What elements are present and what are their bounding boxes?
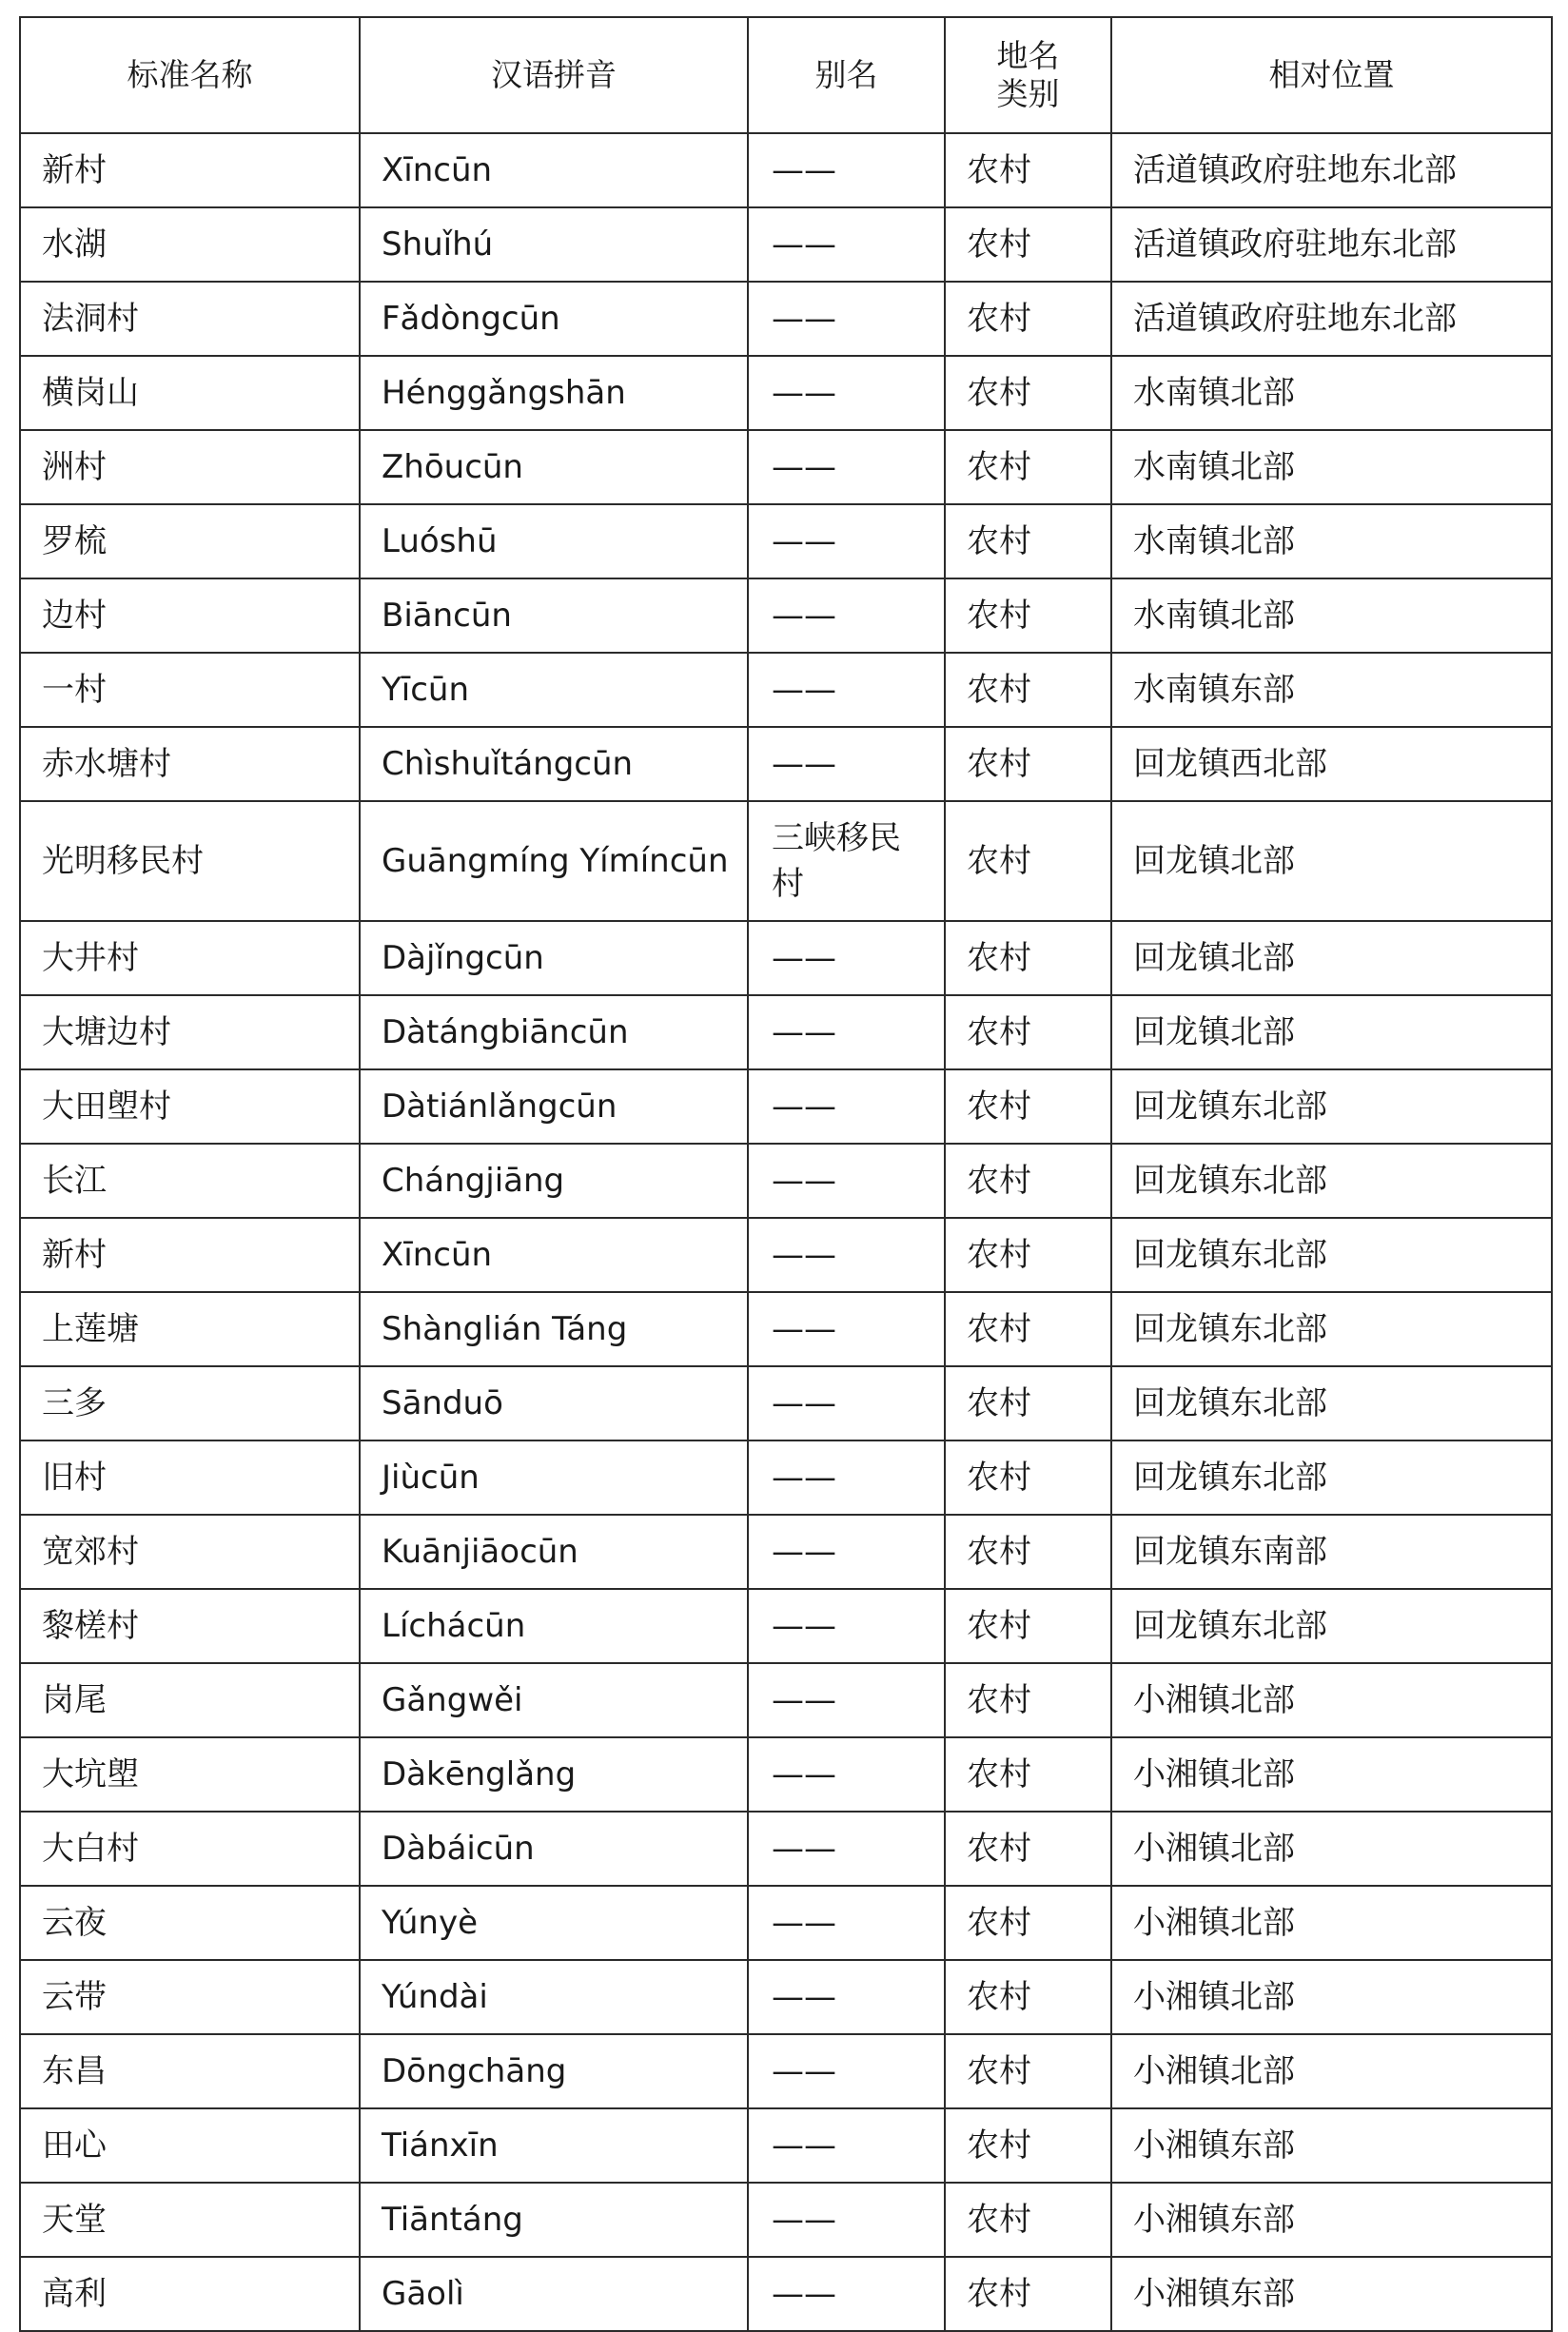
header-standard-name: 标准名称 [20,17,360,133]
cell-standard-name: 边村 [20,578,360,653]
cell-category: 农村 [945,578,1111,653]
cell-alias: —— [748,1737,945,1812]
cell-pinyin: Xīncūn [360,1218,748,1292]
cell-category: 农村 [945,1960,1111,2034]
table-row [20,653,1552,727]
cell-pinyin: Dàtángbiāncūn [360,995,748,1069]
cell-alias: —— [748,207,945,282]
cell-alias: 三峡移民村 [748,801,945,921]
table-row [20,1366,1552,1440]
cell-standard-name: 云带 [20,1960,360,2034]
table-row [20,1292,1552,1366]
cell-alias: —— [748,995,945,1069]
cell-relative-location: 回龙镇北部 [1111,921,1552,995]
cell-category: 农村 [945,995,1111,1069]
table-row [20,207,1552,282]
cell-pinyin: Guāngmíng Yímíncūn [360,801,748,921]
cell-alias: —— [748,1886,945,1960]
cell-pinyin: Chángjiāng [360,1144,748,1218]
cell-standard-name: 云夜 [20,1886,360,1960]
cell-alias: —— [748,282,945,356]
cell-relative-location: 回龙镇东北部 [1111,1366,1552,1440]
table-row [20,578,1552,653]
cell-category: 农村 [945,504,1111,578]
table-row [20,1812,1552,1886]
cell-alias: —— [748,430,945,504]
cell-category: 农村 [945,1886,1111,1960]
cell-standard-name: 黎槎村 [20,1589,360,1663]
cell-pinyin: Tiāntáng [360,2183,748,2257]
cell-pinyin: Líchácūn [360,1589,748,1663]
cell-standard-name: 水湖 [20,207,360,282]
cell-pinyin: Yúnyè [360,1886,748,1960]
cell-alias: —— [748,921,945,995]
cell-alias: —— [748,2108,945,2183]
table-row [20,995,1552,1069]
table-row [20,1515,1552,1589]
cell-standard-name: 高利 [20,2257,360,2331]
cell-standard-name: 大田塱村 [20,1069,360,1144]
cell-pinyin: Dàtiánlǎngcūn [360,1069,748,1144]
cell-relative-location: 水南镇北部 [1111,504,1552,578]
table-row [20,801,1552,921]
cell-category: 农村 [945,430,1111,504]
cell-relative-location: 回龙镇东北部 [1111,1069,1552,1144]
cell-alias: —— [748,1292,945,1366]
table-row [20,727,1552,801]
cell-relative-location: 小湘镇北部 [1111,1960,1552,2034]
table-row [20,921,1552,995]
cell-alias: —— [748,1812,945,1886]
header-pinyin: 汉语拼音 [360,17,748,133]
cell-alias: —— [748,504,945,578]
table-row [20,2257,1552,2331]
table-row [20,133,1552,207]
cell-standard-name: 大坑塱 [20,1737,360,1812]
cell-alias: —— [748,1366,945,1440]
cell-relative-location: 水南镇北部 [1111,430,1552,504]
cell-category: 农村 [945,801,1111,921]
header-alias: 别名 [748,17,945,133]
cell-standard-name: 东昌 [20,2034,360,2108]
cell-relative-location: 活道镇政府驻地东北部 [1111,133,1552,207]
cell-category: 农村 [945,1069,1111,1144]
cell-relative-location: 小湘镇东部 [1111,2257,1552,2331]
cell-standard-name: 上莲塘 [20,1292,360,1366]
cell-pinyin: Sānduō [360,1366,748,1440]
cell-alias: —— [748,1515,945,1589]
cell-pinyin: Dàjǐngcūn [360,921,748,995]
place-name-table [19,16,1553,2332]
table-row [20,356,1552,430]
cell-standard-name: 大塘边村 [20,995,360,1069]
cell-category: 农村 [945,1515,1111,1589]
table-row [20,1886,1552,1960]
cell-category: 农村 [945,1589,1111,1663]
cell-category: 农村 [945,1218,1111,1292]
cell-category: 农村 [945,1440,1111,1515]
cell-alias: —— [748,1144,945,1218]
cell-category: 农村 [945,207,1111,282]
cell-category: 农村 [945,2183,1111,2257]
cell-standard-name: 罗梳 [20,504,360,578]
table-row [20,504,1552,578]
cell-alias: —— [748,578,945,653]
cell-relative-location: 水南镇北部 [1111,356,1552,430]
cell-standard-name: 大井村 [20,921,360,995]
cell-relative-location: 回龙镇西北部 [1111,727,1552,801]
cell-pinyin: Kuānjiāocūn [360,1515,748,1589]
cell-standard-name: 田心 [20,2108,360,2183]
cell-relative-location: 小湘镇北部 [1111,1737,1552,1812]
cell-standard-name: 三多 [20,1366,360,1440]
cell-relative-location: 小湘镇北部 [1111,1812,1552,1886]
cell-category: 农村 [945,356,1111,430]
cell-relative-location: 回龙镇东北部 [1111,1144,1552,1218]
table-row [20,2183,1552,2257]
cell-alias: —— [748,2257,945,2331]
cell-standard-name: 宽郊村 [20,1515,360,1589]
cell-relative-location: 回龙镇北部 [1111,801,1552,921]
cell-pinyin: Luóshū [360,504,748,578]
cell-pinyin: Fǎdòngcūn [360,282,748,356]
cell-standard-name: 新村 [20,133,360,207]
header-relative-location: 相对位置 [1111,17,1552,133]
cell-alias: —— [748,653,945,727]
cell-standard-name: 赤水塘村 [20,727,360,801]
cell-category: 农村 [945,2108,1111,2183]
cell-alias: —— [748,1218,945,1292]
cell-relative-location: 回龙镇东南部 [1111,1515,1552,1589]
table-row [20,2034,1552,2108]
cell-category: 农村 [945,727,1111,801]
cell-standard-name: 洲村 [20,430,360,504]
cell-pinyin: Gǎngwěi [360,1663,748,1737]
cell-pinyin: Hénggǎngshān [360,356,748,430]
cell-alias: —— [748,1960,945,2034]
cell-category: 农村 [945,1737,1111,1812]
cell-alias: —— [748,727,945,801]
cell-pinyin: Zhōucūn [360,430,748,504]
cell-standard-name: 大白村 [20,1812,360,1886]
cell-pinyin: Jiùcūn [360,1440,748,1515]
cell-pinyin: Dàkēnglǎng [360,1737,748,1812]
table-row [20,282,1552,356]
cell-standard-name: 新村 [20,1218,360,1292]
cell-alias: —— [748,133,945,207]
header-category: 地名 类别 [945,17,1111,133]
cell-relative-location: 水南镇东部 [1111,653,1552,727]
cell-alias: —— [748,2034,945,2108]
cell-alias: —— [748,1069,945,1144]
cell-pinyin: Chìshuǐtángcūn [360,727,748,801]
cell-pinyin: Yúndài [360,1960,748,2034]
cell-alias: —— [748,1663,945,1737]
cell-pinyin: Shuǐhú [360,207,748,282]
table-row [20,1737,1552,1812]
cell-pinyin: Tiánxīn [360,2108,748,2183]
cell-relative-location: 小湘镇北部 [1111,2034,1552,2108]
cell-relative-location: 水南镇北部 [1111,578,1552,653]
table-row [20,1440,1552,1515]
cell-alias: —— [748,1589,945,1663]
cell-category: 农村 [945,653,1111,727]
table-row [20,1589,1552,1663]
cell-relative-location: 活道镇政府驻地东北部 [1111,282,1552,356]
table-row [20,1218,1552,1292]
cell-category: 农村 [945,921,1111,995]
table-row [20,1960,1552,2034]
cell-pinyin: Dōngchāng [360,2034,748,2108]
cell-relative-location: 活道镇政府驻地东北部 [1111,207,1552,282]
cell-standard-name: 一村 [20,653,360,727]
cell-category: 农村 [945,1292,1111,1366]
cell-category: 农村 [945,282,1111,356]
cell-relative-location: 回龙镇东北部 [1111,1292,1552,1366]
cell-standard-name: 旧村 [20,1440,360,1515]
cell-pinyin: Shànglián Táng [360,1292,748,1366]
cell-relative-location: 回龙镇东北部 [1111,1589,1552,1663]
cell-category: 农村 [945,1366,1111,1440]
table-row [20,430,1552,504]
table-row [20,1144,1552,1218]
cell-category: 农村 [945,2257,1111,2331]
cell-relative-location: 回龙镇北部 [1111,995,1552,1069]
cell-standard-name: 横岗山 [20,356,360,430]
cell-standard-name: 长江 [20,1144,360,1218]
cell-category: 农村 [945,1144,1111,1218]
cell-relative-location: 回龙镇东北部 [1111,1440,1552,1515]
cell-pinyin: Xīncūn [360,133,748,207]
cell-pinyin: Gāolì [360,2257,748,2331]
cell-alias: —— [748,356,945,430]
cell-relative-location: 小湘镇北部 [1111,1886,1552,1960]
cell-relative-location: 小湘镇东部 [1111,2108,1552,2183]
cell-relative-location: 小湘镇北部 [1111,1663,1552,1737]
cell-standard-name: 法洞村 [20,282,360,356]
cell-standard-name: 岗尾 [20,1663,360,1737]
cell-relative-location: 回龙镇东北部 [1111,1218,1552,1292]
header-row [20,17,1552,133]
cell-standard-name: 光明移民村 [20,801,360,921]
cell-alias: —— [748,2183,945,2257]
cell-pinyin: Biāncūn [360,578,748,653]
cell-alias: —— [748,1440,945,1515]
cell-standard-name: 天堂 [20,2183,360,2257]
cell-relative-location: 小湘镇东部 [1111,2183,1552,2257]
table-row [20,2108,1552,2183]
table-row [20,1069,1552,1144]
cell-pinyin: Yīcūn [360,653,748,727]
cell-category: 农村 [945,1663,1111,1737]
cell-category: 农村 [945,1812,1111,1886]
cell-category: 农村 [945,2034,1111,2108]
cell-pinyin: Dàbáicūn [360,1812,748,1886]
cell-category: 农村 [945,133,1111,207]
table-row [20,1663,1552,1737]
